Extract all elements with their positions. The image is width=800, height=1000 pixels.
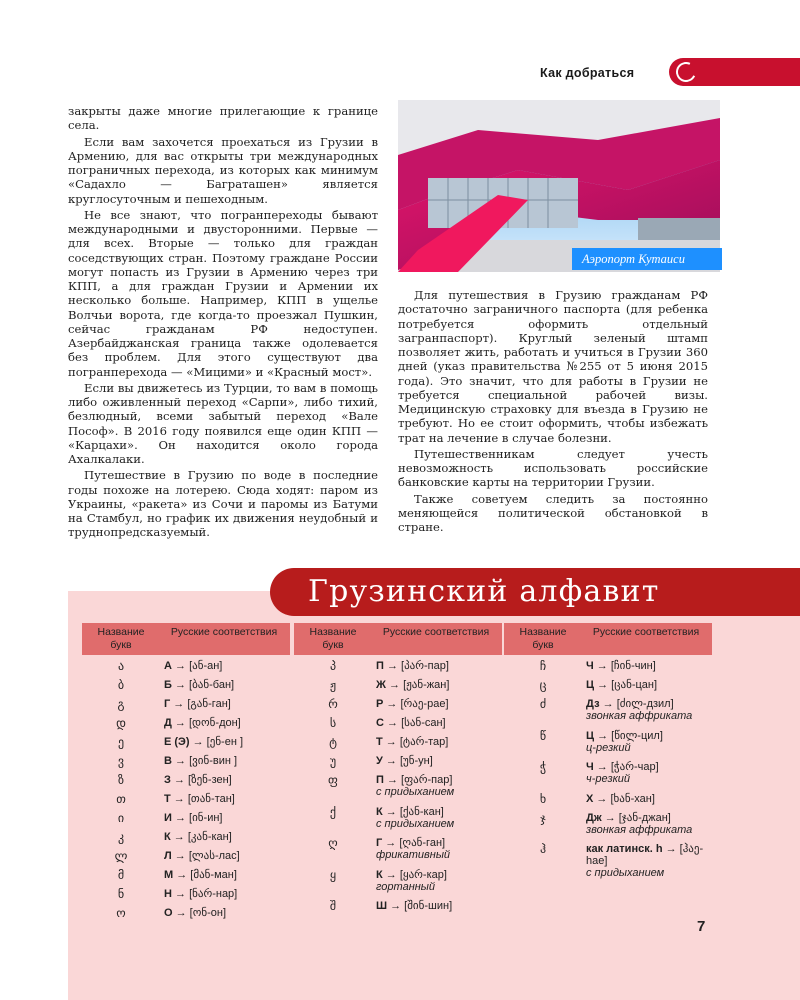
georgian-letter: ძ: [539, 697, 547, 711]
georgian-letter: ჟ: [329, 678, 337, 692]
alphabet-table-2: [294, 623, 502, 918]
georgian-letter: ღ: [328, 836, 338, 850]
georgian-letter: ჩ: [539, 659, 547, 673]
paragraph: закрыты даже многие прилегающие к границе села.: [68, 104, 378, 133]
georgian-letter: ფ: [328, 773, 338, 787]
alphabet-table-3: [504, 623, 712, 886]
georgian-letter: ჯ: [540, 810, 546, 825]
russian-equivalent: К → [ყარ-кар] гортанный: [376, 868, 447, 893]
georgian-letter: ე: [117, 735, 125, 749]
georgian-letter: რ: [328, 697, 338, 711]
paragraph: Путешественникам следует учесть невозможность использовать российские банковские карты на территории Грузии.: [398, 446, 708, 490]
georgian-letter: თ: [116, 792, 126, 806]
russian-equivalent: Ц → [წილ-цил] ц-резкий: [586, 729, 663, 754]
paragraph: Путешествие в Грузию по воде в последние годы похоже на лотерею. Сюда ходят: паром из Украины, «ракета» из Сочи и паромы из Батуми на Стамбул, но график их движения неудобный и труднопредсказуемый.: [68, 468, 378, 540]
airport-photo: [398, 100, 720, 272]
russian-equivalent: П → [ფარ-пар] с придыханием: [376, 774, 455, 798]
table-row: [82, 792, 290, 811]
table-row: [82, 773, 290, 792]
header-ru: Русские соответствия: [170, 626, 278, 638]
table-row: [82, 868, 290, 887]
georgian-letter: ზ: [117, 773, 124, 787]
georgian-letter: ა: [117, 659, 125, 673]
russian-equivalent: В → [ვინ-вин ]: [164, 755, 238, 767]
table-row: [82, 678, 290, 697]
table-row: [504, 729, 712, 761]
georgian-letter: მ: [117, 868, 125, 882]
russian-equivalent: Н → [ნარ-нар]: [164, 888, 238, 900]
russian-equivalent: Е (Э) → [ენ-ен ]: [164, 736, 244, 748]
table-row: [82, 849, 290, 868]
table-header: [504, 623, 712, 655]
table-row: [294, 868, 502, 900]
table-row: [294, 735, 502, 754]
georgian-letter: ბ: [117, 678, 125, 692]
russian-equivalent: Б → [ბან-бан]: [164, 679, 235, 691]
alphabet-table-1: [82, 623, 290, 925]
header-name: Название букв: [519, 626, 567, 651]
running-head: Как добраться: [540, 66, 635, 80]
table-row: [82, 754, 290, 773]
russian-equivalent: К → [კან-кан]: [164, 831, 232, 843]
georgian-letter: დ: [116, 716, 126, 730]
header-ru: Русские соответствия: [592, 626, 700, 638]
russian-equivalent: П → [პარ-пар]: [376, 660, 449, 672]
table-row: [294, 754, 502, 773]
georgian-letter: ვ: [117, 754, 125, 768]
right-text-column: [398, 288, 708, 536]
russian-equivalent: У → [უნ-ун]: [376, 755, 433, 767]
table-header: [294, 623, 502, 655]
left-text-column: [68, 104, 378, 542]
table-row: [294, 716, 502, 735]
alphabet-title: Грузинский алфавит: [308, 574, 660, 609]
georgian-letter: ჭ: [539, 760, 547, 774]
table-row: [82, 830, 290, 849]
russian-equivalent: Ч → [ჭარ-чар] ч-резкий: [586, 761, 659, 785]
russian-equivalent: Г → [გან-ган]: [164, 698, 231, 710]
georgian-letter: პ: [329, 659, 337, 673]
georgian-letter: ტ: [329, 735, 337, 749]
russian-equivalent: М → [მან-ман]: [164, 869, 237, 881]
russian-equivalent: Р → [რაე-рае]: [376, 698, 449, 710]
table-header: [82, 623, 290, 655]
georgian-letter: კ: [117, 830, 125, 844]
russian-equivalent: И → [ინ-ин]: [164, 812, 223, 824]
table-row: [82, 716, 290, 735]
georgian-letter: ხ: [539, 791, 547, 806]
table-row: [294, 659, 502, 678]
section-tab: [669, 58, 800, 86]
georgian-letter: ჰ: [539, 842, 547, 856]
georgian-letter: შ: [329, 899, 337, 913]
georgian-letter: ი: [117, 811, 125, 825]
russian-equivalent: А → [ან-ан]: [164, 660, 223, 672]
table-row: [82, 697, 290, 716]
table-row: [294, 678, 502, 697]
table-row: [504, 659, 712, 678]
russian-equivalent: З → [ზენ-зен]: [164, 774, 232, 786]
georgian-letter: უ: [329, 754, 337, 768]
russian-equivalent: О → [ონ-он]: [164, 907, 227, 919]
table-row: [294, 773, 502, 805]
table-row: [294, 697, 502, 716]
georgian-letter: ნ: [117, 887, 125, 901]
table-row: [294, 899, 502, 918]
photo-caption: Аэропорт Кутаиси: [572, 248, 722, 270]
page-number: 7: [697, 918, 706, 935]
table-row: [82, 887, 290, 906]
russian-equivalent: Д → [დონ-дон]: [164, 717, 241, 729]
russian-equivalent: Дз → [ძილ-дзил] звонкая аффриката: [586, 698, 693, 722]
table-row: [82, 659, 290, 678]
russian-equivalent: К → [ქან-кан] с придыханием: [376, 805, 455, 830]
table-row: [82, 906, 290, 925]
georgian-letter: ს: [329, 716, 337, 730]
russian-equivalent: Л → [ლას-лас]: [164, 850, 240, 862]
russian-equivalent: Ж → [ჟან-жан]: [376, 679, 450, 691]
georgian-letter: ო: [116, 906, 126, 920]
section-ring-icon: [673, 59, 699, 85]
table-row: [504, 697, 712, 729]
paragraph: Для путешествия в Грузию гражданам РФ достаточно заграничного паспорта (для ребенка потребуется оформить отдельный загранпаспорт). Круглый зеленый штамп позволяет жить, работать и учиться в Грузии 360 дней (указ правительства №255 от 5 июня 2015 года). Это значит, что для работы в Грузии не требуется специальной рабочей визы. Медицинскую страховку для въезда в Грузию не требуют. Но ее стоит оформить, чтобы избежать трат на лечение в случае болезни.: [398, 288, 708, 445]
table-row: [504, 792, 712, 811]
header-name: Название букв: [97, 626, 145, 651]
georgian-letter: ქ: [329, 804, 337, 819]
russian-equivalent: Х → [ხან-хан]: [586, 792, 655, 805]
georgian-letter: ლ: [114, 849, 128, 863]
table-row: [82, 811, 290, 830]
russian-equivalent: Ч → [ჩინ-чин]: [586, 660, 656, 672]
russian-equivalent: Г → [ღან-ган] фрикативный: [376, 837, 451, 861]
table-row: [294, 836, 502, 868]
paragraph: Не все знают, что погранпереходы бывают международными и двусторонними. Первые — для всех. Вторые — только для граждан соседствующих стран. Поэтому граждане России могут попасть из Грузии в Армению через три КПП, а для граждан Грузии и Армении их несколько больше. Например, КПП в ущелье Волчьи ворота, где когда-то проезжал Пушкин, сейчас гражданам РФ недоступен. Азербайджанская граница также одолевается без проблем. Для этого существуют два погранперехода — «Мицими» и «Красный мост».: [68, 207, 378, 379]
header-ru: Русские соответствия: [382, 626, 490, 638]
georgian-letter: ც: [539, 678, 547, 692]
paragraph: Если вы движетесь из Турции, то вам в помощь либо оживленный переход «Сарпи», либо тихий, безлюдный, всеми забытый переход «Вале Пософ». В 2016 году появился еще один КПП — «Карцахи». Он находится около города Ахалкалаки.: [68, 380, 378, 466]
russian-equivalent: Дж → [ჯან-джан] звонкая аффриката: [586, 811, 693, 836]
russian-equivalent: Ц → [ცან-цан]: [586, 679, 658, 691]
russian-equivalent: Т → [ტარ-тар]: [376, 736, 449, 748]
table-row: [504, 811, 712, 843]
russian-equivalent: С → [სან-сан]: [376, 717, 446, 729]
russian-equivalent: Ш → [შინ-шин]: [376, 900, 453, 912]
georgian-letter: გ: [117, 697, 125, 711]
georgian-letter: ყ: [329, 867, 337, 882]
paragraph: Если вам захочется проехаться из Грузии в Армению, для вас открыты три международных пограничных перехода, из которых как минимум «Садахло — Баграташен» является круглосуточным и пешеходным.: [68, 134, 378, 206]
russian-equivalent: как латинск. h → [ჰაე-hae] с придыханием: [586, 843, 704, 879]
paragraph: Также советуем следить за постоянно меняющейся политической обстановкой в стране.: [398, 491, 708, 534]
russian-equivalent: Т → [თან-тан]: [164, 793, 235, 805]
georgian-letter: წ: [539, 728, 547, 743]
table-row: [504, 842, 712, 886]
table-row: [294, 805, 502, 837]
table-row: [82, 735, 290, 754]
table-row: [504, 678, 712, 697]
header-name: Название букв: [309, 626, 357, 651]
table-row: [504, 760, 712, 792]
